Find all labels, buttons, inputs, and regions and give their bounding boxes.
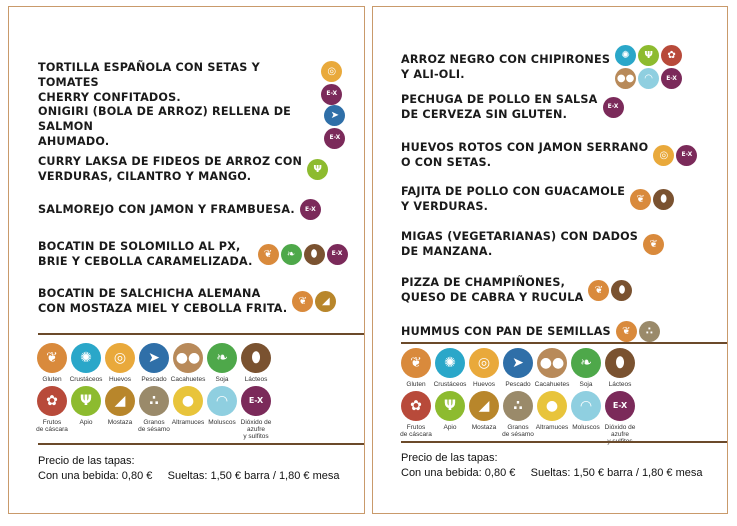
apio-icon: Ψ	[71, 386, 101, 416]
legend-label: Gluten	[406, 381, 426, 388]
legend-label: Moluscos	[572, 424, 600, 431]
price-info	[38, 454, 339, 484]
gluten-icon: ❦	[616, 321, 637, 342]
dish-name: SALMOREJO CON JAMON Y FRAMBUESA.	[38, 203, 295, 216]
huevos-icon: ◎	[469, 348, 499, 378]
legend-label: Pescado	[505, 381, 531, 388]
pescado-icon: ➤	[503, 348, 533, 378]
legend-item-moluscos	[569, 391, 603, 445]
legend-item-sesamo	[501, 391, 535, 445]
dish-name: BOCATIN DE SALCHICHA ALEMANA CON MOSTAZA MIEL Y CEBOLLA FRITA.	[38, 287, 288, 315]
lacteos-icon: ⬮	[653, 189, 674, 210]
legend-label: Crustáceos	[433, 381, 467, 388]
dish-allergen-icons	[307, 159, 328, 180]
sesamo-icon: ∴	[503, 391, 533, 421]
legend-item-frutos	[35, 386, 69, 440]
dish-name: ARROZ NEGRO CON CHIPIRONES Y ALI-OLI.	[401, 53, 611, 81]
menu-page-right	[372, 6, 728, 514]
altramuces-icon: ●	[173, 386, 203, 416]
moluscos-icon: ◠	[638, 68, 659, 89]
pescado-icon: ➤	[324, 105, 345, 126]
huevos-icon: ◎	[653, 145, 674, 166]
legend-label: Mostaza	[107, 419, 133, 426]
legend-item-cacahuetes	[171, 343, 205, 383]
dish-allergen-icons	[630, 189, 674, 210]
frutos-icon: ✿	[401, 391, 431, 421]
legend-item-gluten	[35, 343, 69, 383]
altramuces-icon: ●	[537, 391, 567, 421]
legend-item-soja	[569, 348, 603, 388]
menu-page-left	[8, 6, 365, 514]
legend-label: Soja	[215, 376, 229, 383]
legend-item-pescado	[501, 348, 535, 388]
mostaza-icon: ◢	[315, 291, 336, 312]
huevos-icon: ◎	[321, 61, 342, 82]
sulfitos-icon: E-X	[661, 68, 682, 89]
legend-item-huevos	[103, 343, 137, 383]
legend-label: Soja	[579, 381, 593, 388]
huevos-icon: ◎	[105, 343, 135, 373]
legend-label: Dióxido de azufre y sulfitos	[240, 419, 272, 440]
legend-label: Altramuces	[535, 424, 569, 431]
dish-name: PECHUGA DE POLLO EN SALSA DE CERVEZA SIN GLUTEN.	[401, 93, 598, 121]
legend-item-huevos	[467, 348, 501, 388]
dish-item	[38, 199, 321, 220]
legend-label: Frutos de cáscara	[36, 419, 68, 433]
legend-item-crustaceos	[69, 343, 103, 383]
gluten-icon: ❦	[292, 291, 313, 312]
dish-name: ONIGIRI (BOLA DE ARROZ) RELLENA DE SALMON AHUMADO.	[38, 105, 292, 148]
price-info	[401, 451, 702, 481]
dish-item	[401, 229, 664, 259]
legend-label: Crustáceos	[69, 376, 103, 383]
price-line: Con una bebida: 0,80 € Sueltas: 1,50 € barra / 1,80 € mesa	[401, 467, 703, 479]
legend-label: Lácteos	[608, 381, 632, 388]
legend-label: Frutos de cáscara	[400, 424, 432, 438]
legend-item-lacteos	[239, 343, 273, 383]
apio-icon: Ψ	[638, 45, 659, 66]
sulfitos-icon: E-X	[605, 391, 635, 421]
legend-label: Huevos	[108, 376, 132, 383]
dish-name: FAJITA DE POLLO CON GUACAMOLE Y VERDURAS.	[401, 185, 626, 213]
price-line: Con una bebida: 0,80 € Sueltas: 1,50 € barra / 1,80 € mesa	[38, 470, 340, 482]
moluscos-icon: ◠	[207, 386, 237, 416]
legend-label: Pescado	[141, 376, 167, 383]
lacteos-icon: ⬮	[611, 280, 632, 301]
dish-allergen-icons	[300, 199, 321, 220]
soja-icon: ❧	[207, 343, 237, 373]
gluten-icon: ❦	[258, 244, 279, 265]
frutos-icon: ✿	[37, 386, 67, 416]
sulfitos-icon: E-X	[327, 244, 348, 265]
gluten-icon: ❦	[37, 343, 67, 373]
allergen-legend	[35, 343, 335, 440]
legend-label: Cacahuetes	[534, 381, 570, 388]
cacahuetes-icon: ●●	[615, 68, 636, 89]
legend-item-sesamo	[137, 386, 171, 440]
dish-name: PIZZA DE CHAMPIÑONES, QUESO DE CABRA Y RUCULA	[401, 276, 584, 304]
legend-item-mostaza	[103, 386, 137, 440]
price-title: Precio de las tapas:	[38, 455, 135, 467]
cacahuetes-icon: ●●	[537, 348, 567, 378]
legend-label: Moluscos	[208, 419, 236, 426]
allergen-legend	[399, 348, 699, 445]
legend-item-apio	[433, 391, 467, 445]
divider	[38, 333, 364, 335]
dish-allergen-icons	[616, 321, 660, 342]
legend-label: Apio	[79, 419, 93, 426]
dish-item	[38, 104, 364, 149]
legend-label: Granos de sésamo	[138, 419, 170, 433]
apio-icon: Ψ	[435, 391, 465, 421]
dish-allergen-icons	[643, 234, 664, 255]
price-title: Precio de las tapas:	[401, 452, 498, 464]
gluten-icon: ❦	[401, 348, 431, 378]
lacteos-icon: ⬮	[241, 343, 271, 373]
dish-item	[401, 321, 660, 342]
dish-allergen-icons	[258, 244, 348, 265]
dish-allergen-icons	[603, 97, 624, 118]
legend-label: Cacahuetes	[170, 376, 206, 383]
sesamo-icon: ∴	[139, 386, 169, 416]
legend-item-mostaza	[467, 391, 501, 445]
sulfitos-icon: E-X	[676, 145, 697, 166]
lacteos-icon: ⬮	[605, 348, 635, 378]
dish-item	[38, 60, 364, 105]
frutos-icon: ✿	[661, 45, 682, 66]
crustaceos-icon: ✺	[615, 45, 636, 66]
legend-item-altramuces	[535, 391, 569, 445]
legend-label: Dióxido de azufre	[604, 424, 636, 438]
legend-item-moluscos	[205, 386, 239, 440]
legend-item-cacahuetes	[535, 348, 569, 388]
cacahuetes-icon: ●●	[173, 343, 203, 373]
dish-name: MIGAS (VEGETARIANAS) CON DADOS DE MANZANA.	[401, 230, 639, 258]
legend-label: Altramuces	[171, 419, 205, 426]
dish-allergen-icons	[653, 145, 697, 166]
dish-allergen-icons	[321, 61, 364, 105]
lacteos-icon: ⬮	[304, 244, 325, 265]
dish-allergen-icons	[615, 45, 687, 89]
legend-item-sulfitos	[239, 386, 273, 440]
sulfitos-icon: E-X	[241, 386, 271, 416]
gluten-icon: ❦	[588, 280, 609, 301]
legend-label: Mostaza	[471, 424, 497, 431]
gluten-icon: ❦	[630, 189, 651, 210]
legend-label: Apio	[443, 424, 457, 431]
dish-item	[401, 92, 624, 122]
dish-item	[38, 154, 328, 184]
dish-item	[401, 45, 687, 89]
dish-name: HUEVOS ROTOS CON JAMON SERRANO O CON SETAS.	[401, 141, 649, 169]
legend-label: Gluten	[42, 376, 62, 383]
divider	[401, 441, 727, 443]
crustaceos-icon: ✺	[435, 348, 465, 378]
legend-item-altramuces	[171, 386, 205, 440]
sulfitos-icon: E-X	[324, 128, 345, 149]
dish-allergen-icons	[588, 280, 632, 301]
sulfitos-icon: E-X	[300, 199, 321, 220]
dish-item	[401, 275, 632, 305]
legend-item-pescado	[137, 343, 171, 383]
divider	[401, 342, 727, 344]
soja-icon: ❧	[281, 244, 302, 265]
divider	[38, 443, 364, 445]
soja-icon: ❧	[571, 348, 601, 378]
mostaza-icon: ◢	[469, 391, 499, 421]
pescado-icon: ➤	[139, 343, 169, 373]
legend-item-soja	[205, 343, 239, 383]
sulfitos-icon: E-X	[603, 97, 624, 118]
legend-label: Huevos	[472, 381, 496, 388]
dish-item	[401, 140, 697, 170]
legend-item-gluten	[399, 348, 433, 388]
legend-item-crustaceos	[433, 348, 467, 388]
sesamo-icon: ∴	[639, 321, 660, 342]
legend-label: Granos de sésamo	[502, 424, 534, 438]
mostaza-icon: ◢	[105, 386, 135, 416]
apio-icon: Ψ	[307, 159, 328, 180]
legend-item-apio	[69, 386, 103, 440]
dish-item	[38, 239, 348, 269]
legend-item-sulfitos	[603, 391, 637, 445]
moluscos-icon: ◠	[571, 391, 601, 421]
crustaceos-icon: ✺	[71, 343, 101, 373]
dish-name: TORTILLA ESPAÑOLA CON SETAS Y TOMATES CHERRY CONFITADOS.	[38, 61, 260, 104]
gluten-icon: ❦	[643, 234, 664, 255]
dish-item	[401, 184, 674, 214]
legend-item-lacteos	[603, 348, 637, 388]
dish-name: CURRY LAKSA DE FIDEOS DE ARROZ CON VERDURAS, CILANTRO Y MANGO.	[38, 155, 303, 183]
dish-name: HUMMUS CON PAN DE SEMILLAS	[401, 325, 611, 338]
legend-item-frutos	[399, 391, 433, 445]
dish-allergen-icons	[292, 291, 336, 312]
dish-name: BOCATIN DE SOLOMILLO AL PX, BRIE Y CEBOLLA CARAMELIZADA.	[38, 240, 253, 268]
legend-label: Lácteos	[244, 376, 268, 383]
dish-item	[38, 286, 336, 316]
dish-allergen-icons	[324, 105, 364, 149]
sulfitos-icon: E-X	[321, 84, 342, 105]
